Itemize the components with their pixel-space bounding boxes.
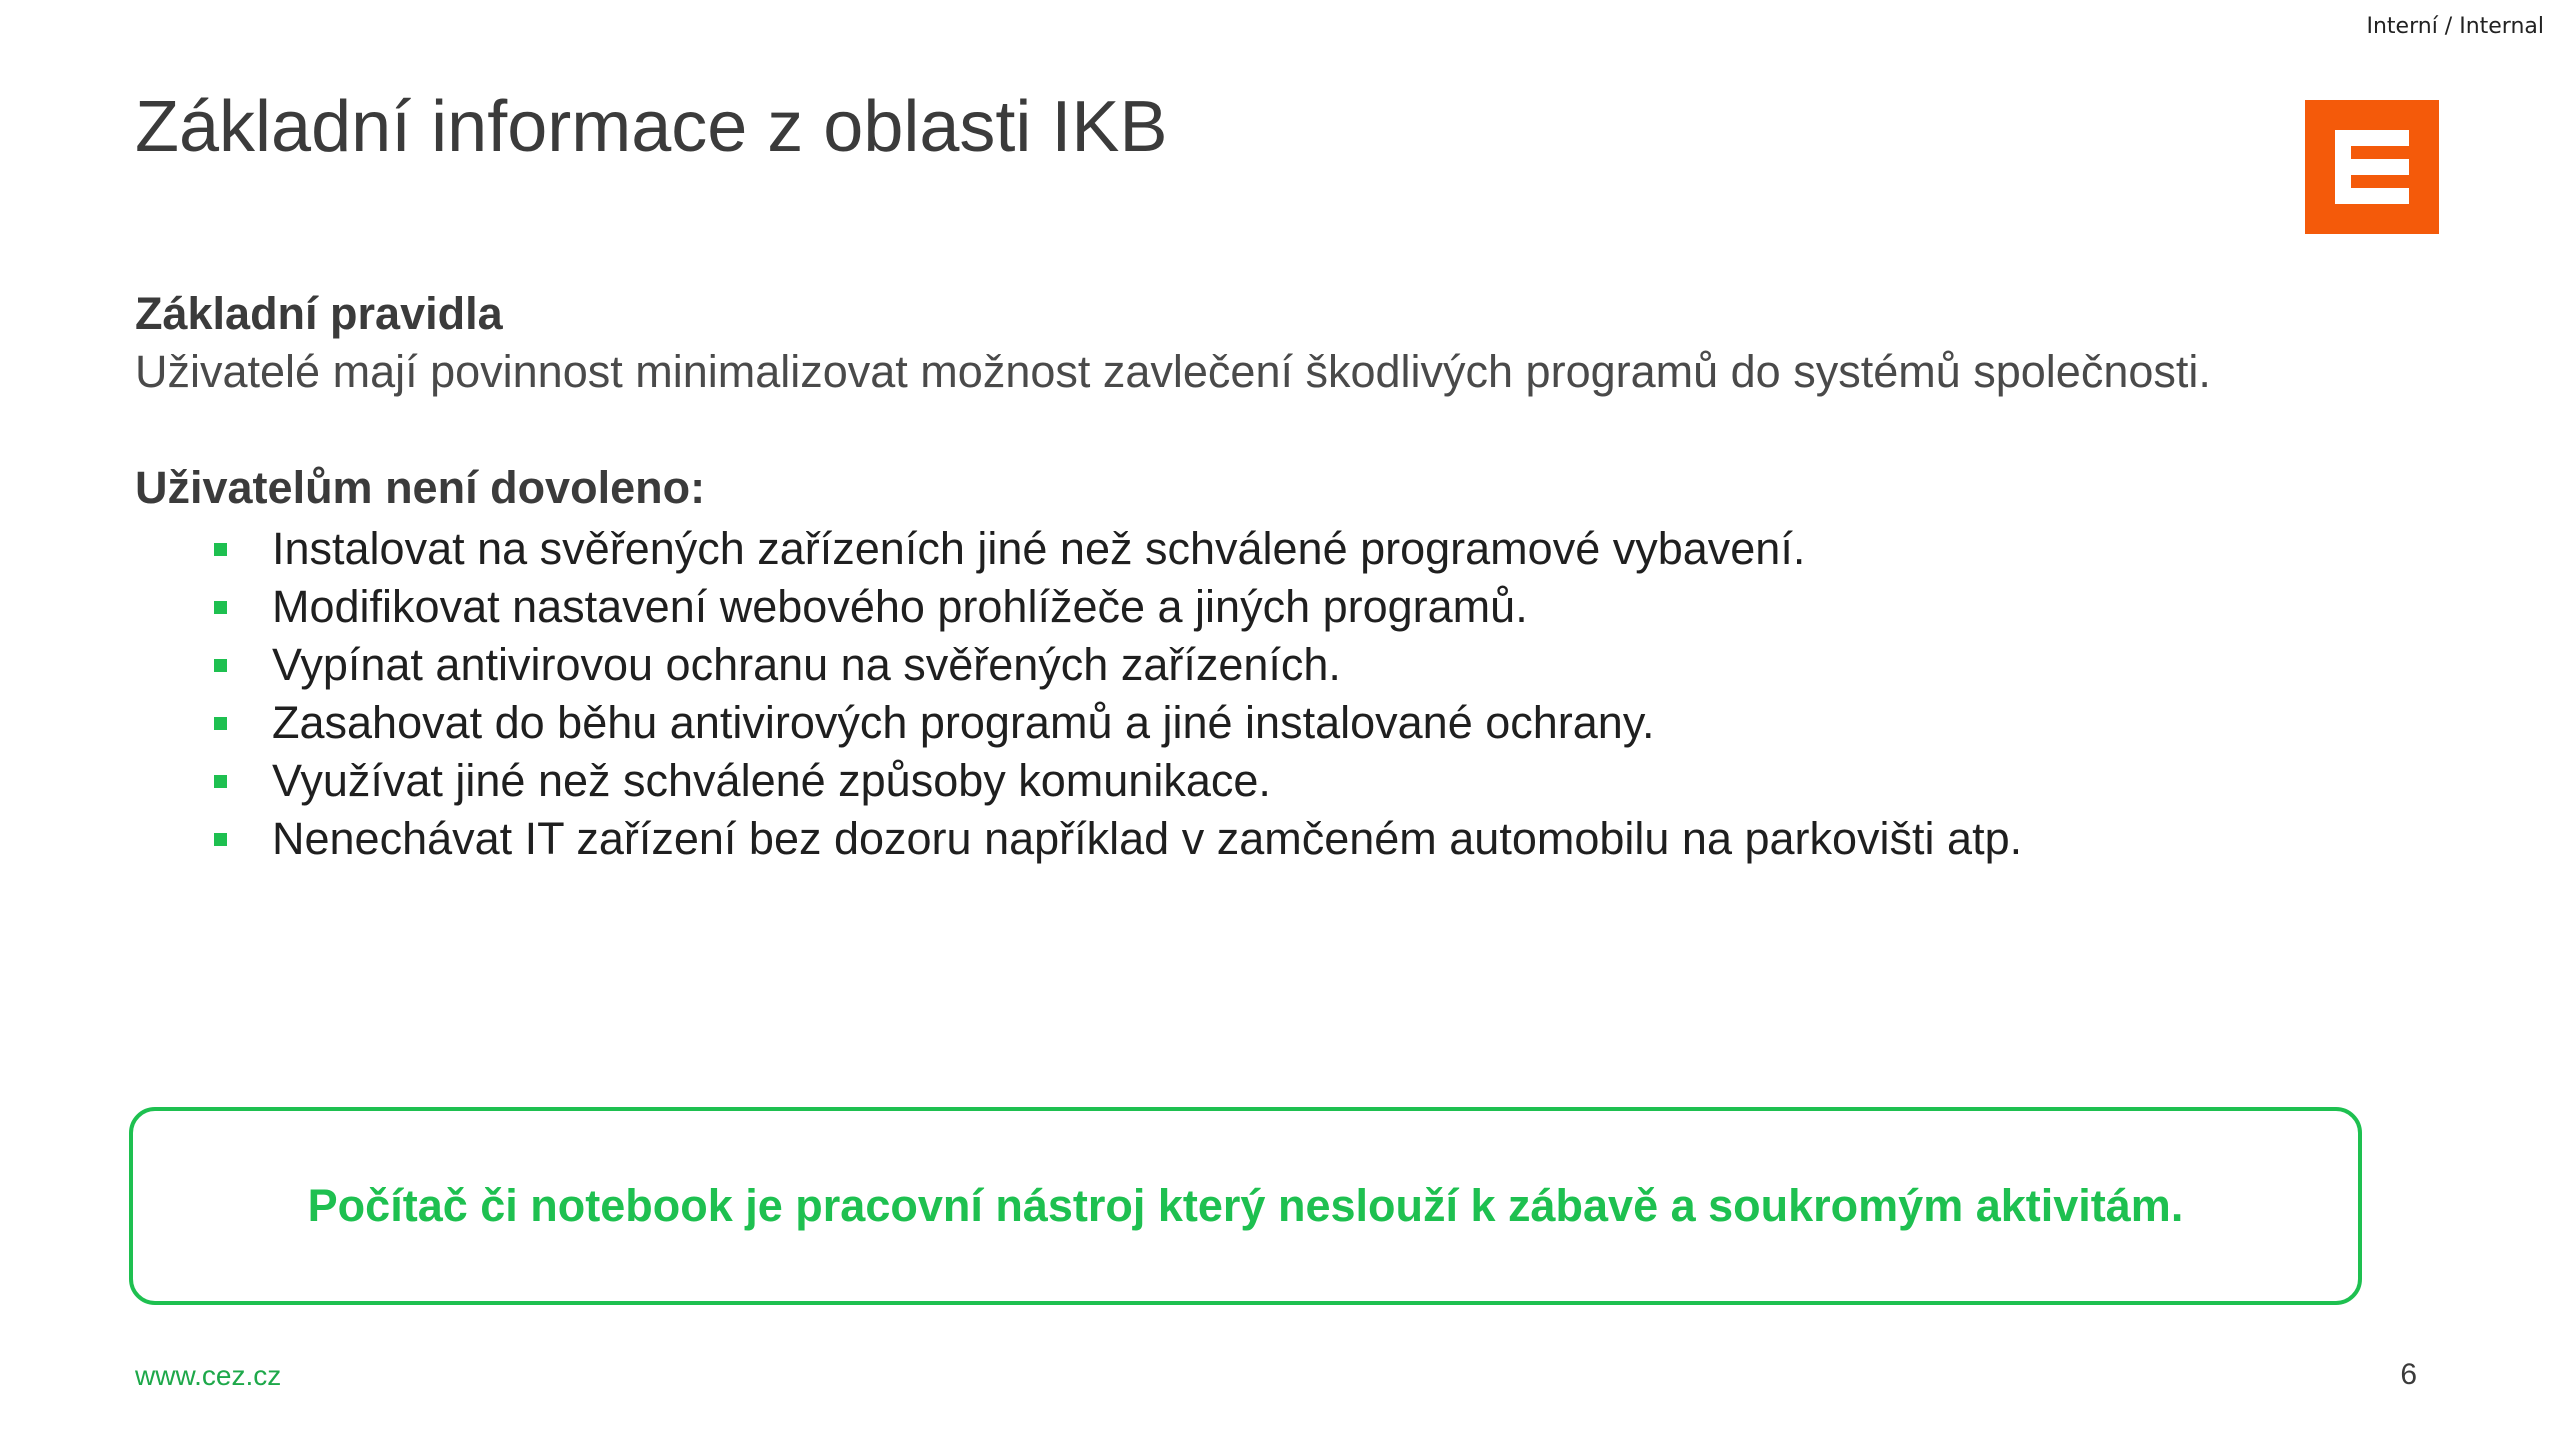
list-item — [210, 752, 2022, 810]
bullet-square-icon — [214, 833, 227, 846]
list-item-text: Zasahovat do běhu antivirových programů a jiné instalované ochrany. — [272, 697, 1655, 748]
list-item-text: Modifikovat nastavení webového prohlížeče a jiných programů. — [272, 581, 1528, 632]
bullet-square-icon — [214, 659, 227, 672]
forbidden-list — [210, 520, 2022, 868]
classification-label: Interní / Internal — [2366, 14, 2544, 39]
page-title: Základní informace z oblasti IKB — [135, 87, 1168, 167]
rules-heading: Základní pravidla — [135, 288, 503, 339]
bullet-square-icon — [214, 775, 227, 788]
callout-text: Počítač či notebook je pracovní nástroj který neslouží k zábavě a soukromým aktivitám. — [307, 1180, 2184, 1231]
list-item-text: Vypínat antivirovou ochranu na svěřených zařízeních. — [272, 639, 1341, 690]
forbidden-heading: Uživatelům není dovoleno: — [135, 462, 706, 513]
page-number: 6 — [2400, 1358, 2417, 1391]
list-item — [210, 578, 2022, 636]
list-item-text: Instalovat na svěřených zařízeních jiné než schválené programové vybavení. — [272, 523, 1806, 574]
rules-text: Uživatelé mají povinnost minimalizovat možnost zavlečení škodlivých programů do systémů společnosti. — [135, 346, 2211, 397]
footer-url[interactable]: www.cez.cz — [135, 1360, 282, 1391]
bullet-square-icon — [214, 601, 227, 614]
list-item — [210, 636, 2022, 694]
callout-box — [129, 1107, 2362, 1305]
list-item — [210, 694, 2022, 752]
bullet-square-icon — [214, 543, 227, 556]
bullet-square-icon — [214, 717, 227, 730]
list-item-text: Nenechávat IT zařízení bez dozoru například v zamčeném automobilu na parkovišti atp. — [272, 813, 2023, 864]
cez-logo-icon — [2305, 100, 2439, 234]
list-item — [210, 520, 2022, 578]
list-item — [210, 810, 2022, 868]
list-item-text: Využívat jiné než schválené způsoby komunikace. — [272, 755, 1271, 806]
